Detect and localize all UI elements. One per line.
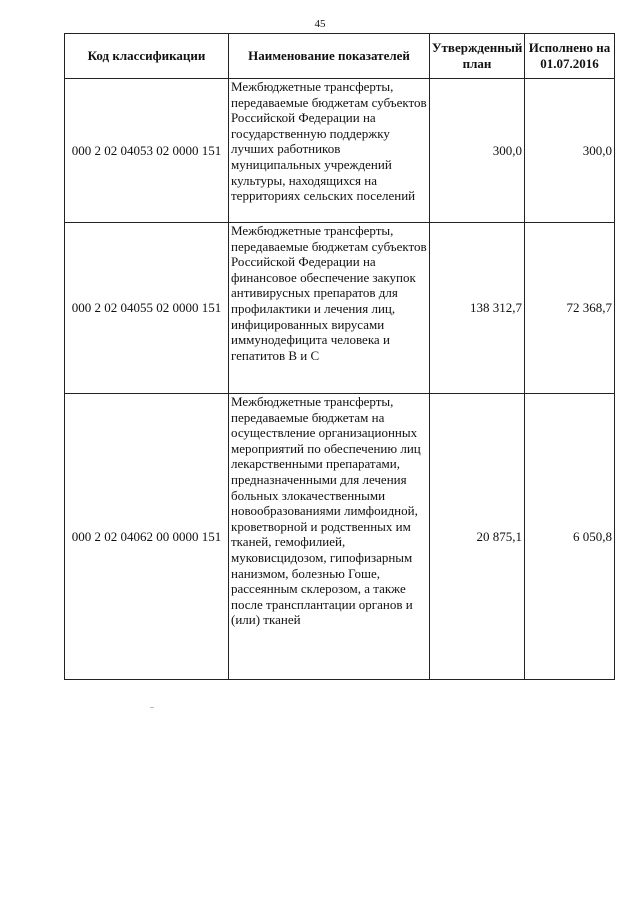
table-row xyxy=(65,394,615,680)
header-name: Наименование показателей xyxy=(229,34,430,79)
table-header-row xyxy=(65,34,615,79)
row-plan: 300,0 xyxy=(430,79,525,223)
row-name: Межбюджетные трансферты, передаваемые бюджетам субъектов Российской Федерации на финансовое обеспечение закупок антивирусных препаратов для профилактики и лечения лиц, инфицированных вирусами иммунодефицита человека и гепатитов В и С xyxy=(229,223,430,394)
row-code: 000 2 02 04055 02 0000 151 xyxy=(65,223,229,394)
row-code: 000 2 02 04053 02 0000 151 xyxy=(65,79,229,223)
row-done: 72 368,7 xyxy=(525,223,615,394)
scan-artifact xyxy=(150,707,154,708)
row-code: 000 2 02 04062 00 0000 151 xyxy=(65,394,229,680)
budget-table xyxy=(64,33,615,680)
row-done: 300,0 xyxy=(525,79,615,223)
table-row xyxy=(65,223,615,394)
header-done: Исполнено на 01.07.2016 xyxy=(525,34,615,79)
row-name: Межбюджетные трансферты, передаваемые бюджетам на осуществление организационных мероприятий по обеспечению лиц лекарственными препаратами, предназначенными для лечения больных злокачественными новообразованиями лимфоидной, кроветворной и родственных им тканей, гемофилией, муковисцидозом, гипофизарным нанизмом, болезнью Гоше, рассеянным склерозом, а также после трансплантации органов и (или) тканей xyxy=(229,394,430,680)
row-plan: 138 312,7 xyxy=(430,223,525,394)
row-done: 6 050,8 xyxy=(525,394,615,680)
row-name: Межбюджетные трансферты, передаваемые бюджетам субъектов Российской Федерации на государственную поддержку лучших работников муниципальных учреждений культуры, находящихся на территориях сельских поселений xyxy=(229,79,430,223)
page-number: 45 xyxy=(314,18,326,30)
header-plan: Утвержденный план xyxy=(430,34,525,79)
row-plan: 20 875,1 xyxy=(430,394,525,680)
header-code: Код классификации xyxy=(65,34,229,79)
table-row xyxy=(65,79,615,223)
